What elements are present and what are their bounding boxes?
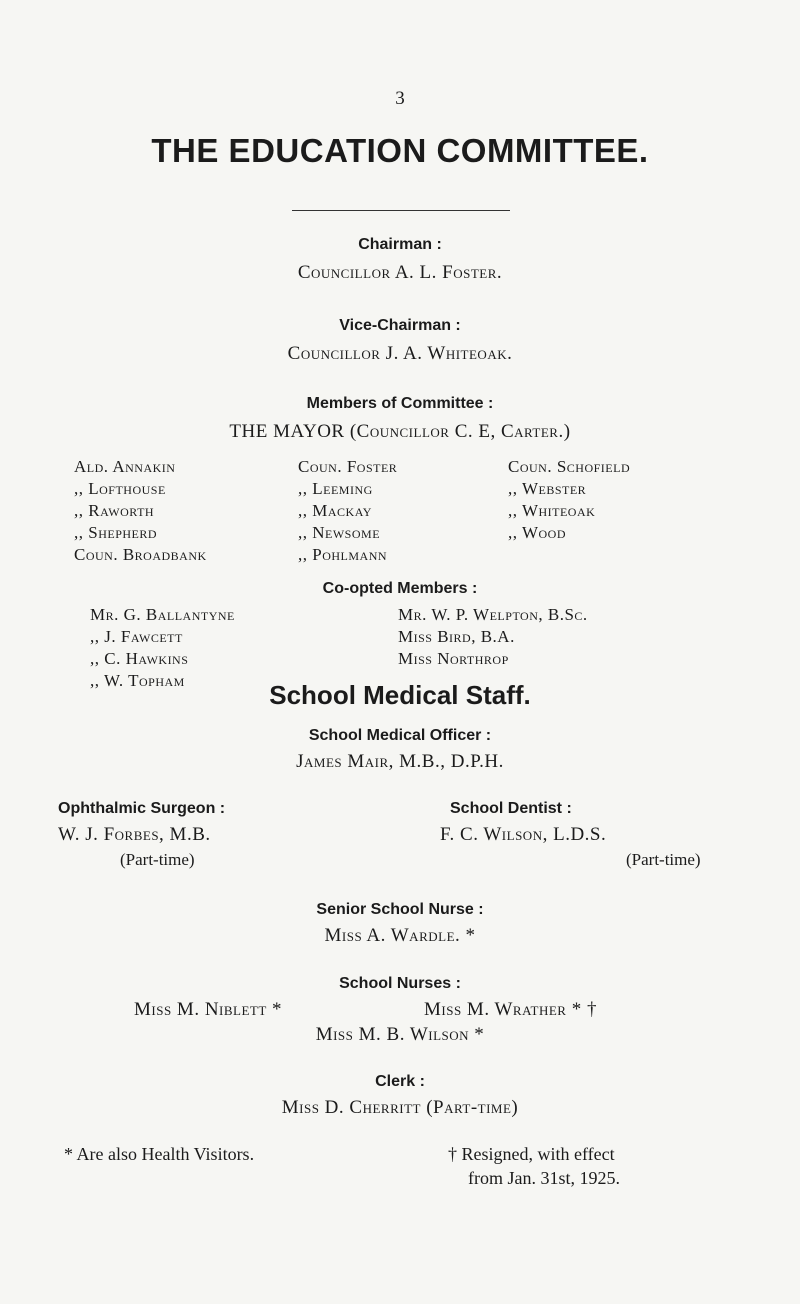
- member-name: ,, Leeming: [298, 479, 373, 498]
- dentist-name: F. C. Wilson, L.D.S.: [440, 824, 607, 845]
- senior-nurse-role: Senior School Nurse :: [316, 901, 484, 918]
- member-name: ,, Wood: [508, 523, 566, 542]
- coopted-member: Mr. W. P. Welpton, B.Sc.: [398, 605, 588, 624]
- mayor-line: THE MAYOR (Councillor C. E, Carter.): [229, 421, 571, 442]
- title-divider: [292, 210, 510, 211]
- chairman-role: Chairman :: [358, 236, 442, 253]
- footnote-dagger-line-2: from Jan. 31st, 1925.: [468, 1168, 620, 1188]
- medical-officer-name: James Mair, M.B., D.P.H.: [296, 751, 504, 772]
- coopted-member: ,, C. Hawkins: [90, 649, 189, 668]
- coopted-member: Mr. G. Ballantyne: [90, 605, 235, 624]
- coopted-member: ,, W. Topham: [90, 671, 185, 690]
- dentist-role: School Dentist :: [450, 800, 572, 817]
- member-name: ,, Pohlmann: [298, 545, 388, 564]
- member-name: ,, Newsome: [298, 523, 381, 542]
- footnote-star: * Are also Health Visitors.: [64, 1144, 255, 1164]
- members-column-2: [298, 456, 397, 566]
- member-name: ,, Mackay: [298, 501, 372, 520]
- coopted-member: Miss Bird, B.A.: [398, 627, 515, 646]
- senior-nurse-name: Miss A. Wardle. *: [324, 925, 476, 946]
- nurses-role: School Nurses :: [339, 975, 461, 992]
- medical-officer-role: School Medical Officer :: [308, 727, 492, 744]
- coopted-right-column: [398, 604, 588, 670]
- nurse-3: Miss M. B. Wilson *: [315, 1024, 485, 1045]
- members-column-1: [74, 456, 207, 566]
- member-name: ,, Webster: [508, 479, 587, 498]
- dentist-note: (Part-time): [626, 850, 701, 869]
- coopted-member: Miss Northrop: [398, 649, 509, 668]
- ophthalmic-role: Ophthalmic Surgeon :: [58, 800, 226, 817]
- member-name: Coun. Foster: [298, 457, 398, 476]
- members-column-3: [508, 456, 630, 544]
- footnote-dagger-line-1: † Resigned, with effect: [448, 1144, 615, 1164]
- member-name: ,, Lofthouse: [74, 479, 166, 498]
- member-name: Coun. Broadbank: [74, 545, 207, 564]
- coopted-left-column: [90, 604, 235, 692]
- page-number: 3: [395, 88, 405, 109]
- ophthalmic-note: (Part-time): [120, 850, 195, 869]
- member-name: ,, Whiteoak: [508, 501, 596, 520]
- member-name: Coun. Schofield: [508, 457, 631, 476]
- member-name: Ald. Annakin: [74, 457, 176, 476]
- section-title: School Medical Staff.: [269, 680, 531, 710]
- member-name: ,, Raworth: [74, 501, 155, 520]
- clerk-name: Miss D. Cherritt (Part-time): [281, 1097, 519, 1118]
- nurse-2: Miss M. Wrather * †: [424, 999, 597, 1020]
- chairman-name: Councillor A. L. Foster.: [297, 262, 503, 283]
- vice-chairman-role: Vice-Chairman :: [339, 317, 461, 334]
- coopted-member: ,, J. Fawcett: [90, 627, 183, 646]
- nurse-1: Miss M. Niblett *: [134, 999, 283, 1020]
- clerk-role: Clerk :: [375, 1073, 425, 1090]
- vice-chairman-name: Councillor J. A. Whiteoak.: [287, 343, 513, 364]
- ophthalmic-name: W. J. Forbes, M.B.: [58, 824, 211, 845]
- member-name: ,, Shepherd: [74, 523, 158, 542]
- coopted-heading: Co-opted Members :: [322, 580, 478, 597]
- members-heading: Members of Committee :: [306, 395, 494, 412]
- page-title: THE EDUCATION COMMITTEE.: [151, 132, 649, 169]
